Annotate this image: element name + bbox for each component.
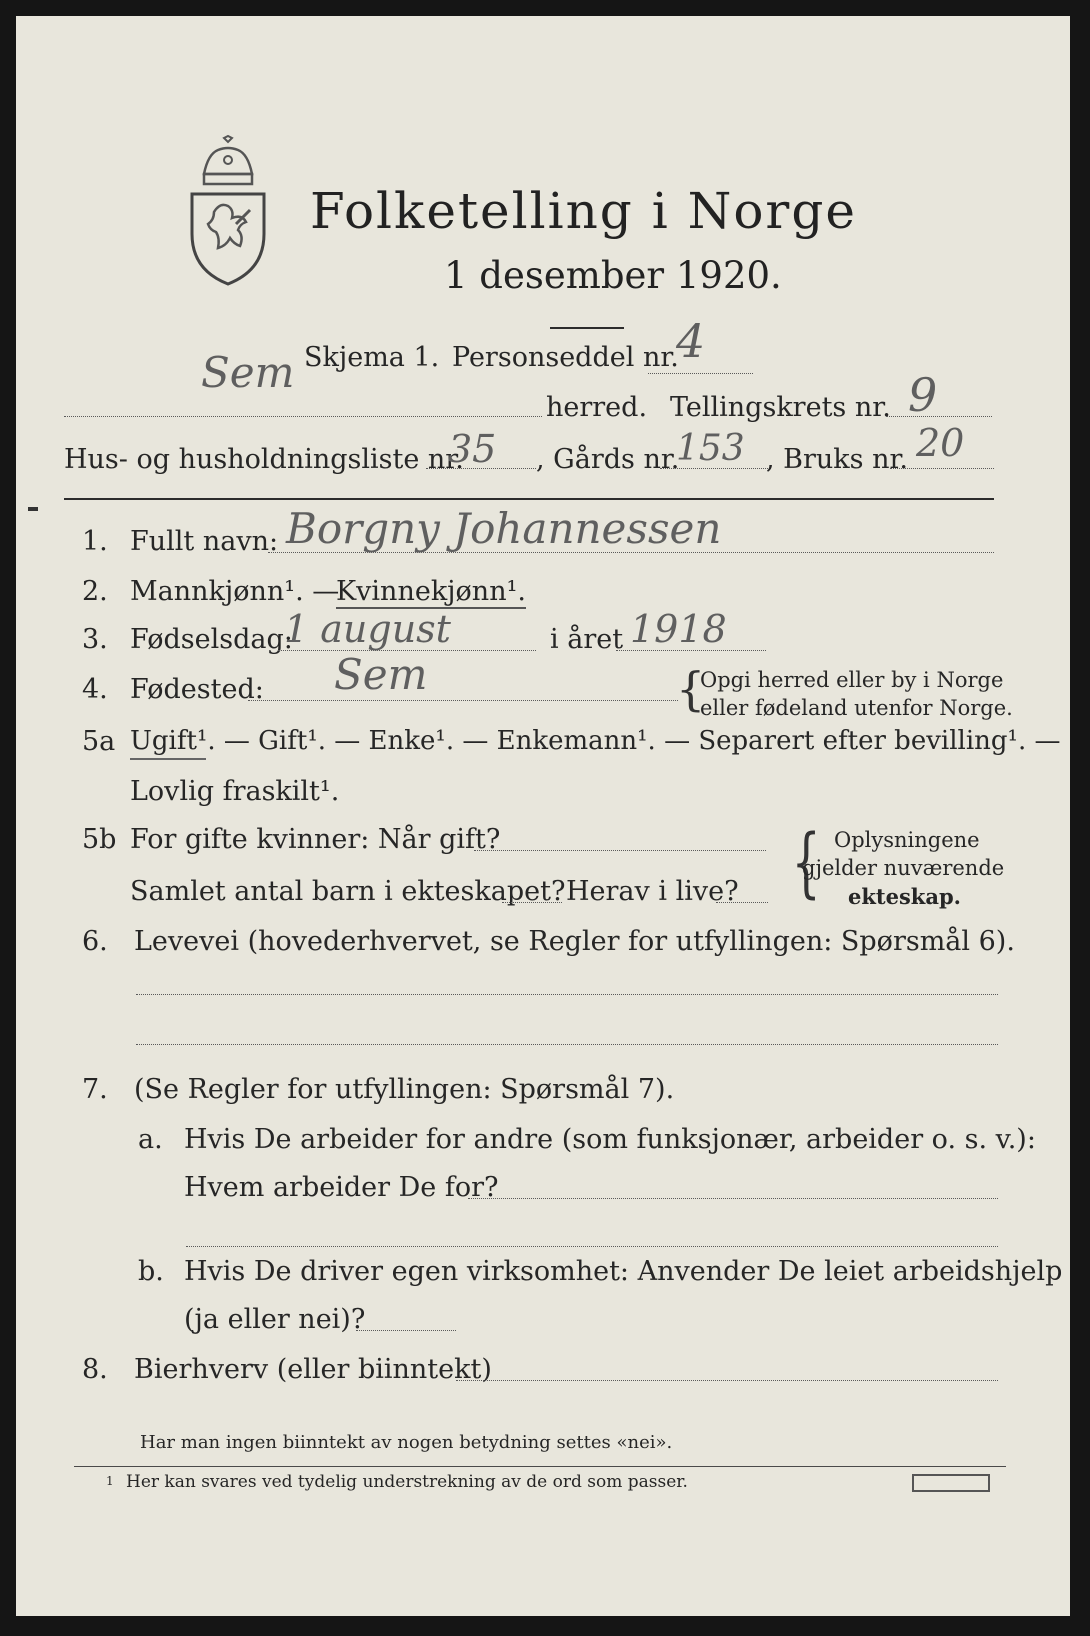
tellingskrets-field xyxy=(886,416,992,417)
q2-male: Mannkjønn¹. — xyxy=(130,576,340,607)
q7-a-line1: Hvis De arbeider for andre (som funksjonær, arbeider o. s. v.): xyxy=(184,1124,1036,1155)
herred-handwritten: Sem xyxy=(201,348,295,397)
q7-a-letter: a. xyxy=(138,1124,163,1155)
q4-label: Fødested: xyxy=(130,674,264,705)
q4-note-line2: eller fødeland utenfor Norge. xyxy=(700,696,1013,720)
q7-label: (Se Regler for utfyllingen: Spørsmål 7). xyxy=(134,1074,675,1105)
q6-label: Levevei (hovederhvervet, se Regler for utfyllingen: Spørsmål 6). xyxy=(134,926,1015,957)
q8-note: Har man ingen biinntekt av nogen betydning settes «nei». xyxy=(140,1432,673,1453)
q5b-brace: { xyxy=(791,817,821,906)
personseddel-value: 4 xyxy=(676,314,706,368)
q5a-number: 5a xyxy=(82,726,116,757)
q5a-ugift-underline xyxy=(130,758,206,760)
coat-of-arms-icon xyxy=(184,134,272,286)
q4-value: Sem xyxy=(334,650,428,699)
bruks-field xyxy=(890,468,994,469)
q1-value: Borgny Johannessen xyxy=(286,504,722,553)
tellingskrets-label: Tellingskrets nr. xyxy=(670,392,891,423)
q7-b-field xyxy=(356,1330,456,1331)
herred-label: herred. xyxy=(546,392,648,423)
q3-label: Fødselsdag: xyxy=(130,624,293,655)
q4-brace: { xyxy=(676,662,706,716)
q8-field xyxy=(456,1380,998,1381)
q5b-alive-field xyxy=(716,902,768,903)
q1-number: 1. xyxy=(82,526,108,557)
footnote-text: Her kan svares ved tydelig understrekning av de ord som passer. xyxy=(126,1472,688,1492)
q8-number: 8. xyxy=(82,1354,108,1385)
q5b-number: 5b xyxy=(82,824,117,855)
footnote-mark: 1 xyxy=(106,1474,114,1488)
title-divider xyxy=(550,327,624,329)
q7-b-line1: Hvis De driver egen virksomhet: Anvender De leiet arbeidshjelp xyxy=(184,1256,1063,1287)
form-date: 1 desember 1920. xyxy=(444,254,782,297)
bruks-value: 20 xyxy=(916,421,965,465)
q5b-children-field xyxy=(502,902,562,903)
q5b-note-line3: ekteskap. xyxy=(848,884,961,909)
personseddel-field xyxy=(648,373,753,374)
q3-number: 3. xyxy=(82,624,108,655)
footnote-divider xyxy=(74,1466,1006,1467)
gards-value: 153 xyxy=(676,428,745,469)
margin-mark xyxy=(28,507,38,511)
q6-field-2 xyxy=(136,1044,998,1045)
q5b-line2-a: Samlet antal barn i ekteskapet? xyxy=(130,876,566,907)
q7-a-field-2 xyxy=(186,1246,998,1247)
q5b-note-line1: Oplysningene xyxy=(834,828,980,852)
q4-note-line1: Opgi herred eller by i Norge xyxy=(700,668,1004,692)
bruks-label: , Bruks nr. xyxy=(766,444,909,475)
q1-label: Fullt navn: xyxy=(130,526,279,557)
census-form xyxy=(16,16,1070,1616)
q2-number: 2. xyxy=(82,576,108,607)
q7-a-line2: Hvem arbeider De for? xyxy=(184,1172,499,1203)
q5a-options-line1: Ugift¹. — Gift¹. — Enke¹. — Enkemann¹. — Separert efter bevilling¹. — xyxy=(130,726,1061,756)
q5b-married-field xyxy=(474,850,766,851)
q5b-note-line2: gjelder nuværende xyxy=(802,856,1005,880)
herred-field xyxy=(64,416,542,417)
q6-number: 6. xyxy=(82,926,108,957)
tellingskrets-value: 9 xyxy=(908,368,938,422)
q7-a-field-1 xyxy=(468,1198,998,1199)
q3-value: 1 august xyxy=(284,607,451,651)
q6-field-1 xyxy=(136,994,998,995)
skjema-label: Skjema 1. xyxy=(304,342,440,373)
q2-female: Kvinnekjønn¹. xyxy=(336,576,526,607)
q5b-line1: For gifte kvinner: Når gift? xyxy=(130,824,501,855)
q3-year-label: i året xyxy=(550,624,624,655)
personseddel-label: Personseddel nr. xyxy=(452,342,679,373)
q8-label: Bierhverv (eller biinntekt) xyxy=(134,1354,492,1385)
gards-label: , Gårds nr. xyxy=(536,444,680,475)
hus-value: 35 xyxy=(448,427,497,471)
q5a-options-line2: Lovlig fraskilt¹. xyxy=(130,776,340,807)
form-title: Folketelling i Norge xyxy=(310,182,857,240)
q3-year-value: 1918 xyxy=(630,607,727,651)
q5b-line2-b: Herav i live? xyxy=(566,876,739,907)
q4-field xyxy=(248,700,678,701)
q7-b-line2: (ja eller nei)? xyxy=(184,1304,366,1335)
q7-number: 7. xyxy=(82,1074,108,1105)
q4-number: 4. xyxy=(82,674,108,705)
printer-stamp xyxy=(912,1474,990,1492)
hus-label: Hus- og husholdningsliste nr. xyxy=(64,444,464,475)
q7-b-letter: b. xyxy=(138,1256,164,1287)
header-divider xyxy=(64,498,994,500)
